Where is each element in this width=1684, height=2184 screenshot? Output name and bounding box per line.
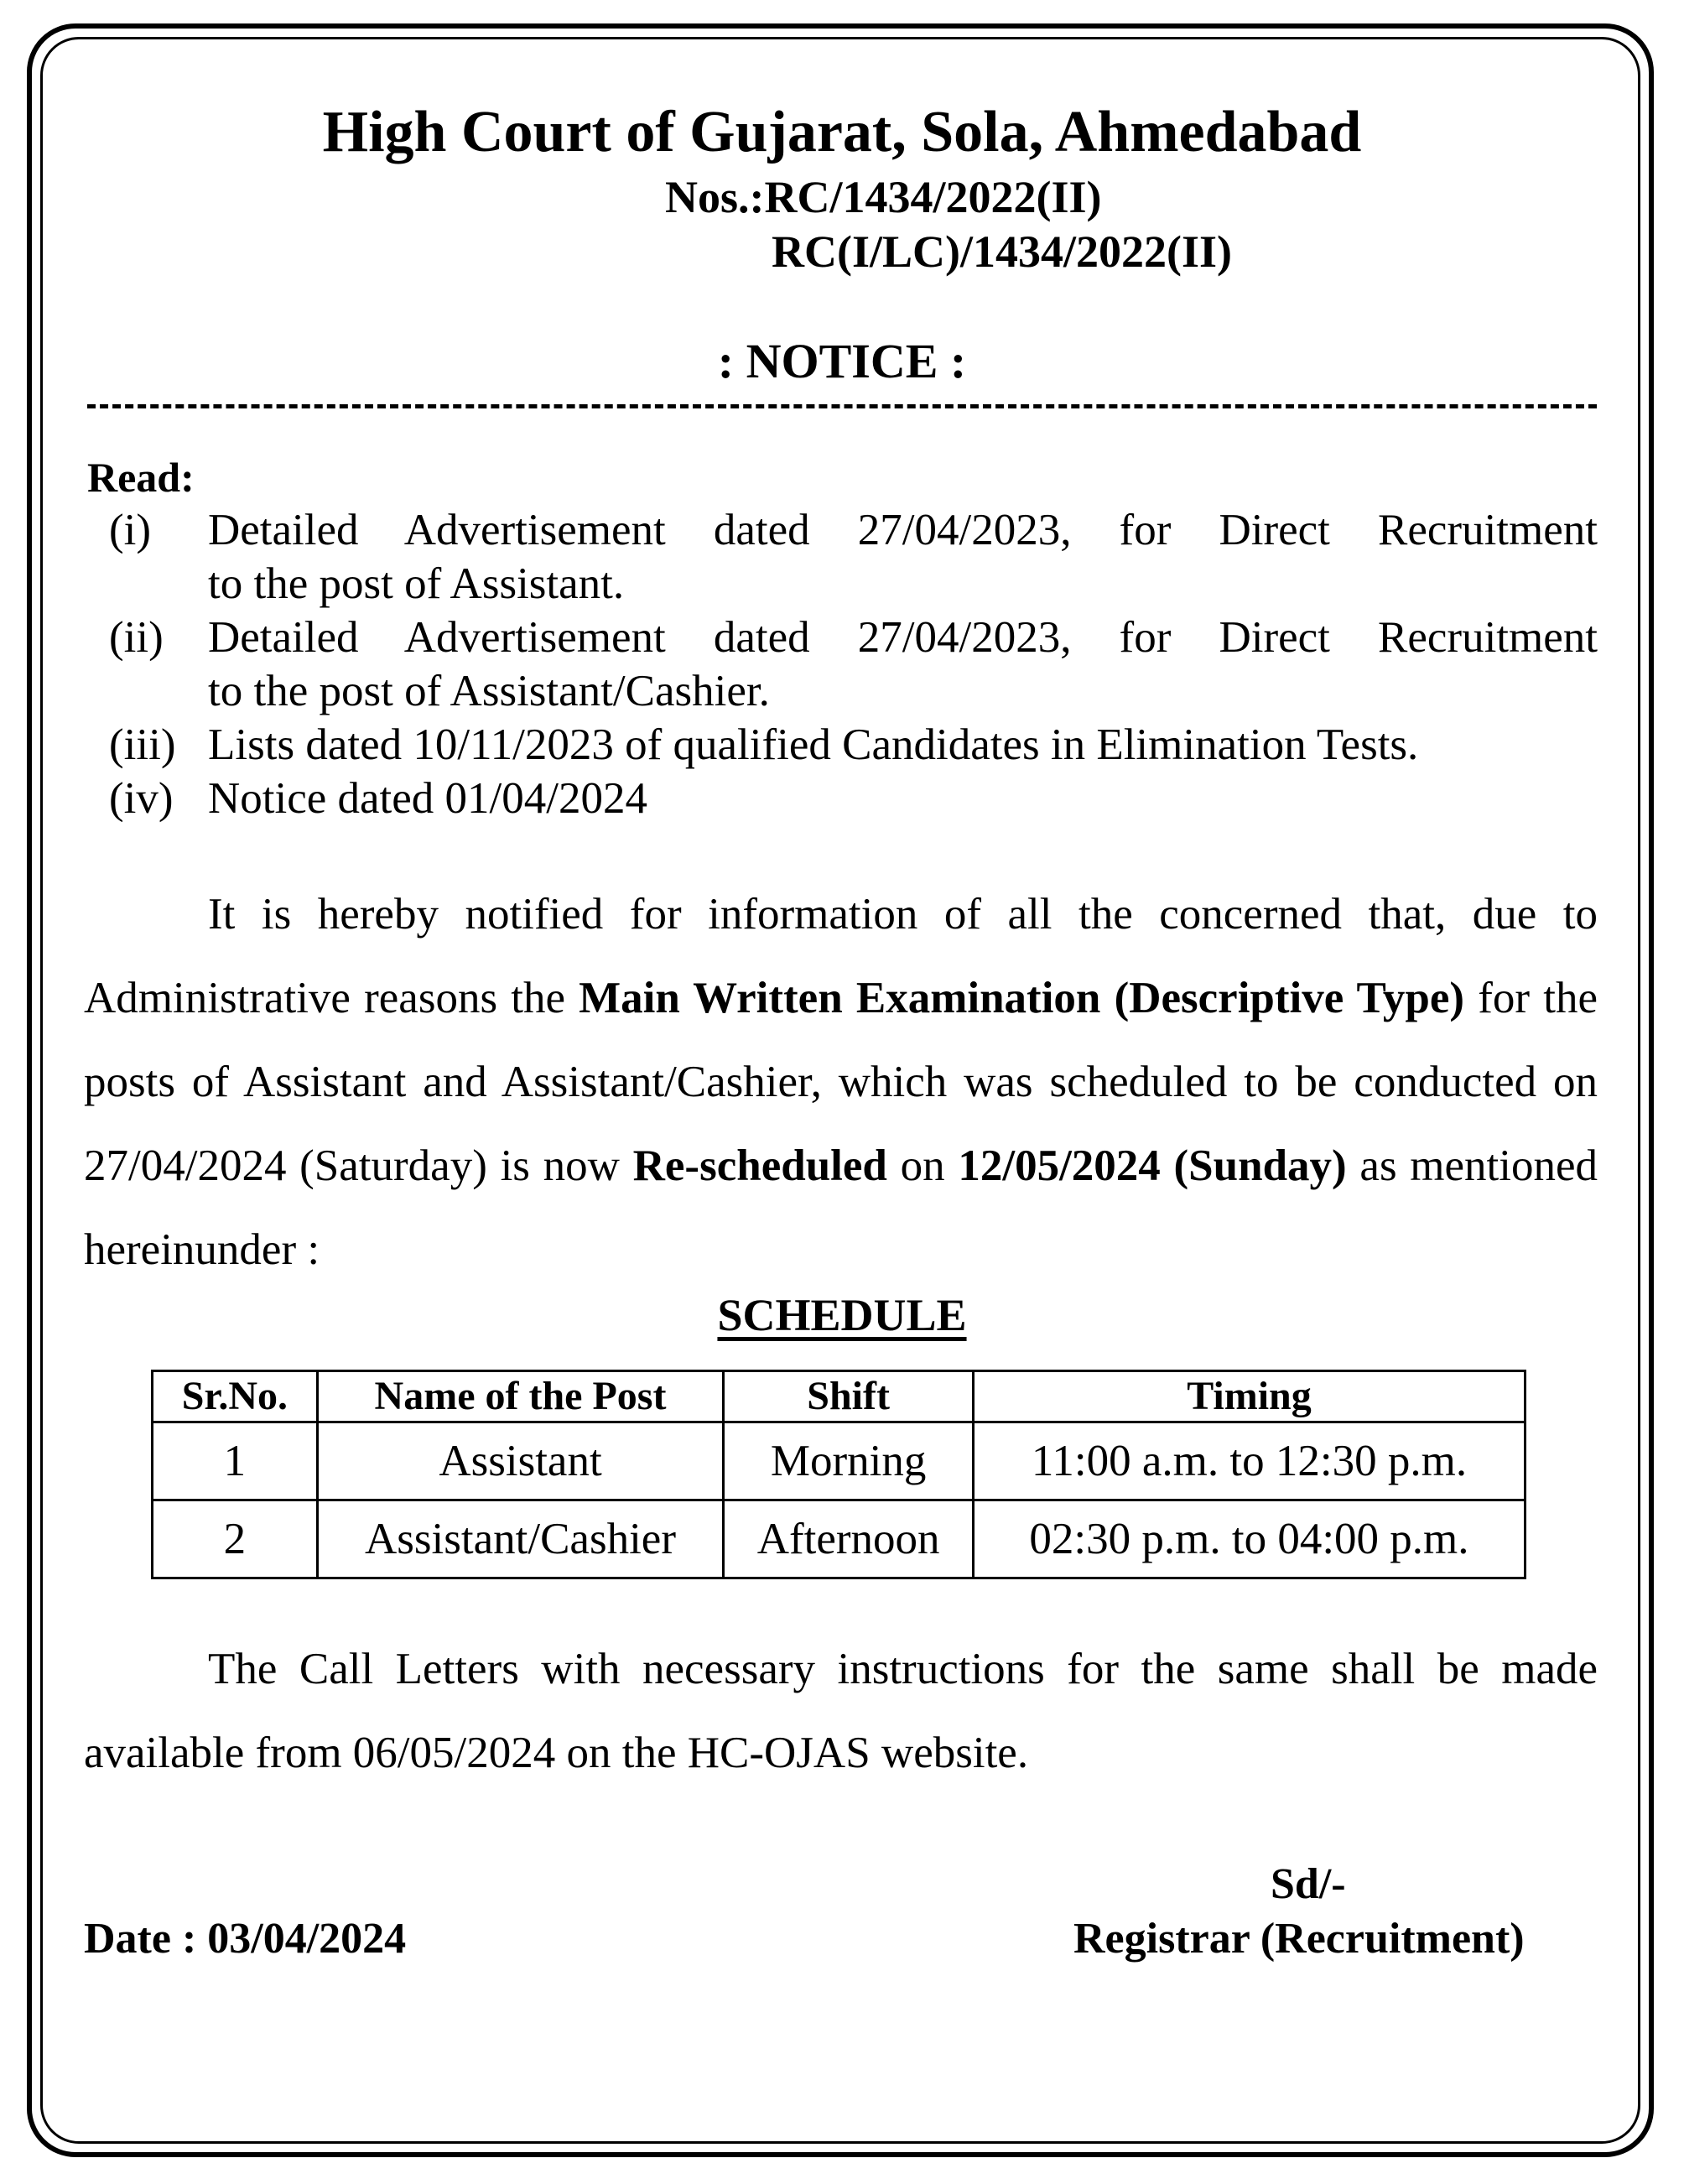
- read-item-number: (iii): [109, 720, 176, 769]
- paragraph-bold-new-date: 12/05/2024 (Sunday): [958, 1141, 1347, 1190]
- column-header-post: Name of the Post: [317, 1371, 724, 1422]
- read-item: [109, 772, 1598, 825]
- signature-sd: Sd/-: [1271, 1860, 1346, 1908]
- paragraph-text: It is hereby notified for information of all the concerned that, due to Administrative reasons the: [84, 890, 1598, 1022]
- read-item-number: (i): [109, 506, 152, 554]
- column-header-timing: Timing: [973, 1371, 1525, 1422]
- read-item: [109, 503, 1598, 611]
- schedule-heading: SCHEDULE: [717, 1290, 967, 1340]
- paragraph-text: as mentioned hereinunder :: [84, 1141, 1598, 1274]
- read-item-text-line1: Lists dated 10/11/2023 of qualified Candidates in Elimination Tests.: [208, 720, 1419, 769]
- table-row: [153, 1500, 1525, 1578]
- read-item-text-line1: Detailed Advertisement dated 27/04/2023, for Direct Recruitment: [208, 506, 1598, 554]
- cell-shift: Morning: [724, 1422, 974, 1500]
- cell-timing: 11:00 a.m. to 12:30 p.m.: [973, 1422, 1525, 1500]
- read-item-number: (ii): [109, 613, 164, 662]
- cell-sr-no: 1: [153, 1422, 318, 1500]
- notice-heading: : NOTICE :: [717, 334, 967, 388]
- reference-number-1: Nos.:RC/1434/2022(II): [665, 172, 1102, 222]
- cell-sr-no: 2: [153, 1500, 318, 1578]
- read-item: [109, 611, 1598, 718]
- read-item-text-line2: to the post of Assistant.: [208, 559, 625, 608]
- read-label: Read:: [87, 454, 195, 501]
- read-item-number: (iv): [109, 774, 174, 823]
- column-header-sr-no: Sr.No.: [153, 1371, 318, 1422]
- cell-post: Assistant: [317, 1422, 724, 1500]
- cell-timing: 02:30 p.m. to 04:00 p.m.: [973, 1500, 1525, 1578]
- reference-number-2: RC(I/LC)/1434/2022(II): [772, 226, 1232, 277]
- notice-date: Date : 03/04/2024: [84, 1915, 407, 1963]
- read-item-text-line1: Detailed Advertisement dated 27/04/2023, for Direct Recruitment: [208, 613, 1598, 662]
- paragraph-text: on: [886, 1141, 959, 1190]
- read-item-text-line2: to the post of Assistant/Cashier.: [208, 667, 770, 715]
- column-header-shift: Shift: [724, 1371, 974, 1422]
- court-title: High Court of Gujarat, Sola, Ahmedabad: [322, 100, 1362, 164]
- dashed-divider: [87, 404, 1597, 408]
- signatory: Registrar (Recruitment): [1073, 1915, 1525, 1963]
- read-item-text-line1: Notice dated 01/04/2024: [208, 774, 647, 823]
- table-header-row: [153, 1371, 1525, 1422]
- call-letter-paragraph: [84, 1627, 1598, 1795]
- cell-post: Assistant/Cashier: [317, 1500, 724, 1578]
- schedule-table: [151, 1370, 1526, 1579]
- notice-paragraph: [84, 872, 1598, 1292]
- paragraph-text: The Call Letters with necessary instructions for the same shall be made available from 06/05/2024 on the HC-OJAS website.: [84, 1645, 1598, 1777]
- table-row: [153, 1422, 1525, 1500]
- paragraph-text: for the posts of Assistant and Assistant/Cashier, which was scheduled to be conducted on 27/04/2024 (Saturday) is now: [84, 974, 1598, 1190]
- cell-shift: Afternoon: [724, 1500, 974, 1578]
- paragraph-bold-exam: Main Written Examination (Descriptive Type): [579, 974, 1465, 1022]
- paragraph-bold-rescheduled: Re-scheduled: [632, 1141, 887, 1190]
- read-item: [109, 718, 1598, 772]
